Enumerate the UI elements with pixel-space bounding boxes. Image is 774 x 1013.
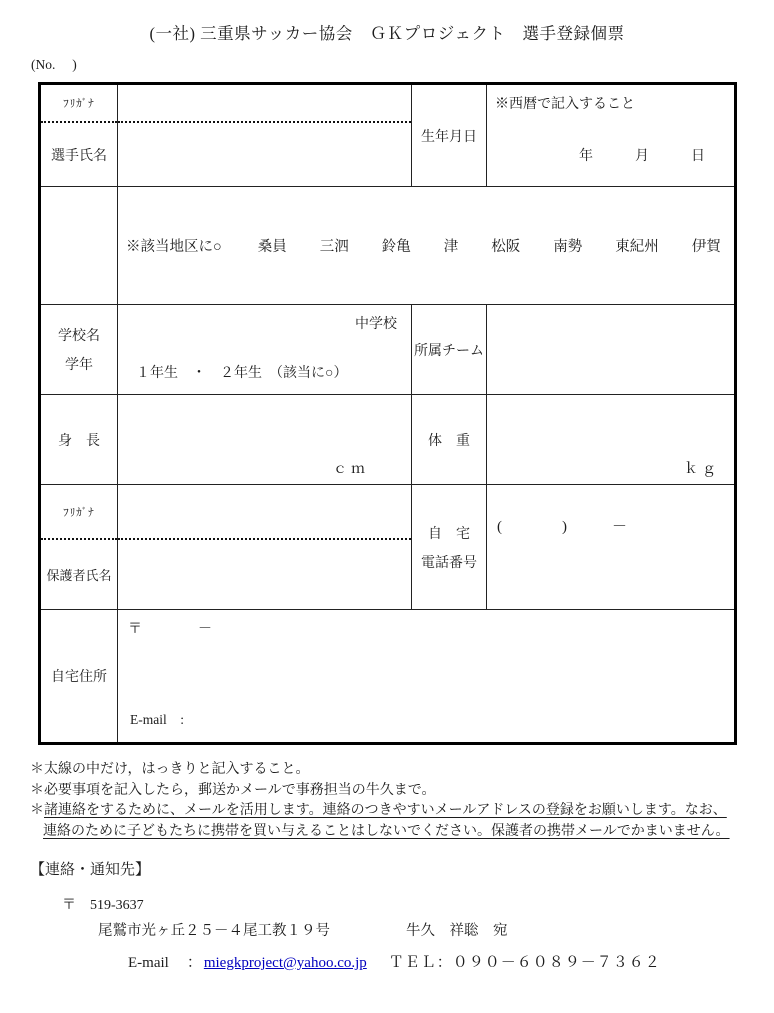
school-input-cell[interactable]	[118, 305, 412, 394]
school-suffix-label: 中学校	[355, 317, 397, 332]
district-option-matsusaka[interactable]: 松阪	[491, 239, 521, 255]
address-label: 自宅住所	[41, 610, 118, 742]
note-2: ＊必要事項を記入したら，郵送かメールで事務担当の牛久まで。	[30, 782, 436, 798]
player-label-cell	[41, 85, 118, 186]
row-height-weight	[41, 395, 734, 485]
guardian-label-cell	[41, 485, 118, 609]
contact-email-link[interactable]: miegkproject@yahoo.co.jp	[203, 955, 367, 971]
grade-options[interactable]: １年生 ・ ２年生 （該当に○）	[136, 366, 348, 381]
contact-address: 尾鷲市光ヶ丘２５－４尾工教１９号	[98, 923, 330, 939]
contact-address-line	[98, 919, 508, 940]
guardian-furigana-label: ﾌﾘｶﾞﾅ	[41, 485, 117, 540]
weight-unit: ｋｇ	[684, 462, 720, 477]
contact-email-label: E-mail	[128, 955, 169, 971]
phone-number-template: ( ) －	[497, 519, 627, 535]
home-phone-label-line1: 自 宅	[428, 526, 470, 542]
registration-form-table	[38, 82, 737, 745]
guardian-name-input[interactable]	[118, 540, 411, 609]
district-option-higashikishu[interactable]: 東紀州	[615, 239, 659, 255]
player-name-input[interactable]	[118, 123, 411, 186]
page-title: (一社) 三重県サッカー協会 ＧＫプロジェクト 選手登録個票	[149, 24, 625, 43]
district-option-iga[interactable]: 伊賀	[691, 239, 721, 255]
birthdate-label: 生年月日	[412, 85, 487, 186]
note-3-text: 諸連絡をするために、メールを活用します。連絡のつきやすいメールアドレスの登録をお願いします。なお、	[44, 803, 727, 818]
form-number-label: (No. )	[31, 57, 77, 72]
weight-input-cell[interactable]	[487, 395, 734, 484]
home-phone-label-cell	[412, 485, 487, 609]
team-input-cell[interactable]	[487, 305, 734, 394]
team-label: 所属チーム	[412, 305, 487, 394]
footnotes	[30, 760, 746, 842]
contact-tel: ＴＥＬ：０９０－６０８９－７３６２	[388, 955, 661, 971]
note-4	[30, 822, 746, 843]
contact-email-row	[128, 951, 661, 972]
birthdate-note: ※西暦で記入すること	[495, 97, 635, 112]
contact-recipient: 牛久 祥聡 宛	[406, 923, 508, 939]
district-instruction: ※該当地区に○	[126, 239, 222, 255]
note-4-text: 連絡のために子どもたちに携帯を買い与えることはしないでください。保護者の携帯メールでかまいません。	[43, 823, 730, 839]
postal-code-template: 〒 －	[128, 622, 212, 637]
contact-postal-code: 〒 519-3637	[62, 898, 144, 913]
weight-label: 体 重	[412, 395, 487, 484]
district-option-tsu[interactable]: 津	[443, 239, 459, 255]
height-unit: ｃｍ	[333, 462, 369, 477]
guardian-name-label: 保護者氏名	[46, 568, 112, 583]
school-name-label: 学校名	[58, 329, 100, 344]
email-field-label[interactable]: E-mail :	[130, 712, 184, 727]
player-name-input-cell[interactable]	[118, 85, 412, 186]
row-guardian	[41, 485, 734, 610]
birthdate-input-cell[interactable]	[487, 85, 734, 186]
district-option-sanshi[interactable]: 三泗	[319, 239, 349, 255]
district-option-suzuka[interactable]: 鈴亀	[381, 239, 411, 255]
guardian-furigana-input[interactable]	[118, 485, 411, 540]
row-district	[41, 187, 734, 305]
school-label-cell	[41, 305, 118, 394]
district-option-kuwain[interactable]: 桑員	[257, 239, 287, 255]
school-grade-label: 学年	[65, 358, 93, 373]
district-options-cell[interactable]	[118, 187, 734, 304]
row-school	[41, 305, 734, 395]
note-1: ＊太線の中だけ，はっきりと記入すること。	[30, 762, 310, 777]
address-input-cell[interactable]	[118, 610, 734, 742]
home-phone-label-line2: 電話番号	[421, 555, 477, 571]
guardian-name-input-cell[interactable]	[118, 485, 412, 609]
player-furigana-label: ﾌﾘｶﾞﾅ	[41, 85, 117, 123]
row-player-name	[41, 85, 734, 187]
player-name-label: 選手氏名	[51, 148, 107, 164]
note-3-marker: ＊	[30, 803, 44, 818]
height-label: 身 長	[41, 395, 118, 484]
contact-email-separator: ：	[186, 955, 202, 971]
district-option-nansei[interactable]: 南勢	[553, 239, 583, 255]
row-address	[41, 610, 734, 742]
height-input-cell[interactable]	[118, 395, 412, 484]
home-phone-input-cell[interactable]	[487, 485, 734, 609]
player-furigana-input[interactable]	[118, 85, 411, 123]
birthdate-ymd-template: 年 月 日	[579, 149, 705, 164]
note-3	[30, 801, 746, 822]
district-label-cell	[41, 187, 118, 304]
contact-heading: 【連絡・通知先】	[30, 862, 151, 878]
